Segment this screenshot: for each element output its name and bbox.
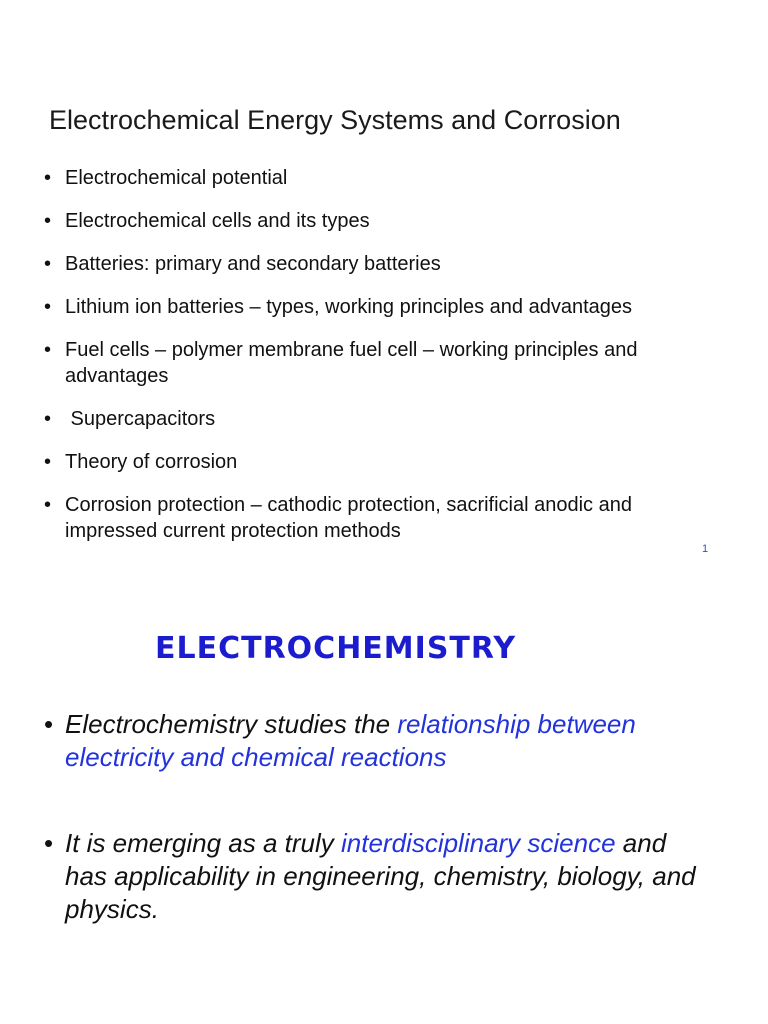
- topic-text: Electrochemical cells and its types: [65, 210, 370, 232]
- topic-list: [0, 165, 768, 561]
- point-text: Electrochemistry studies the: [65, 709, 398, 739]
- list-item: [0, 165, 768, 191]
- list-item: [0, 827, 768, 926]
- bullet-icon: •: [44, 296, 52, 318]
- bullet-icon: •: [44, 451, 52, 473]
- list-item: [0, 708, 768, 774]
- topic-text: Fuel cells – polymer membrane fuel cell – working principles and advantages: [65, 339, 638, 387]
- list-item: [0, 294, 768, 320]
- bullet-icon: •: [44, 408, 52, 430]
- topic-text: Batteries: primary and secondary batteries: [65, 253, 441, 275]
- body-list: [0, 708, 768, 979]
- topic-text: Electrochemical potential: [65, 167, 288, 189]
- point-text: It is emerging as a truly: [65, 828, 341, 858]
- list-item: [0, 449, 768, 475]
- bullet-icon: •: [44, 828, 54, 858]
- topic-text: Corrosion protection – cathodic protection, sacrificial anodic and impressed current protection methods: [65, 494, 632, 542]
- section-heading: ELECTROCHEMISTRY: [155, 631, 517, 666]
- list-item: [0, 337, 768, 389]
- list-item: [0, 251, 768, 277]
- bullet-icon: •: [44, 709, 54, 739]
- highlighted-text: relationship between electricity and chemical reactions: [65, 709, 636, 772]
- slide-2: [0, 576, 768, 1024]
- bullet-icon: •: [44, 494, 52, 516]
- bullet-icon: •: [44, 253, 52, 275]
- page-number: 1: [702, 543, 709, 555]
- highlighted-text: interdisciplinary science: [341, 828, 616, 858]
- list-item: [0, 208, 768, 234]
- bullet-icon: •: [44, 210, 52, 232]
- topic-text: Supercapacitors: [65, 408, 216, 430]
- bullet-icon: •: [44, 339, 52, 361]
- topic-text: Theory of corrosion: [65, 451, 238, 473]
- list-item: [0, 406, 768, 432]
- point-text: and has applicability in engineering, chemistry, biology, and physics.: [65, 828, 696, 924]
- topic-text: Lithium ion batteries – types, working principles and advantages: [65, 296, 632, 318]
- slide-title: Electrochemical Energy Systems and Corrosion: [49, 105, 621, 135]
- bullet-icon: •: [44, 167, 52, 189]
- list-item: [0, 492, 768, 544]
